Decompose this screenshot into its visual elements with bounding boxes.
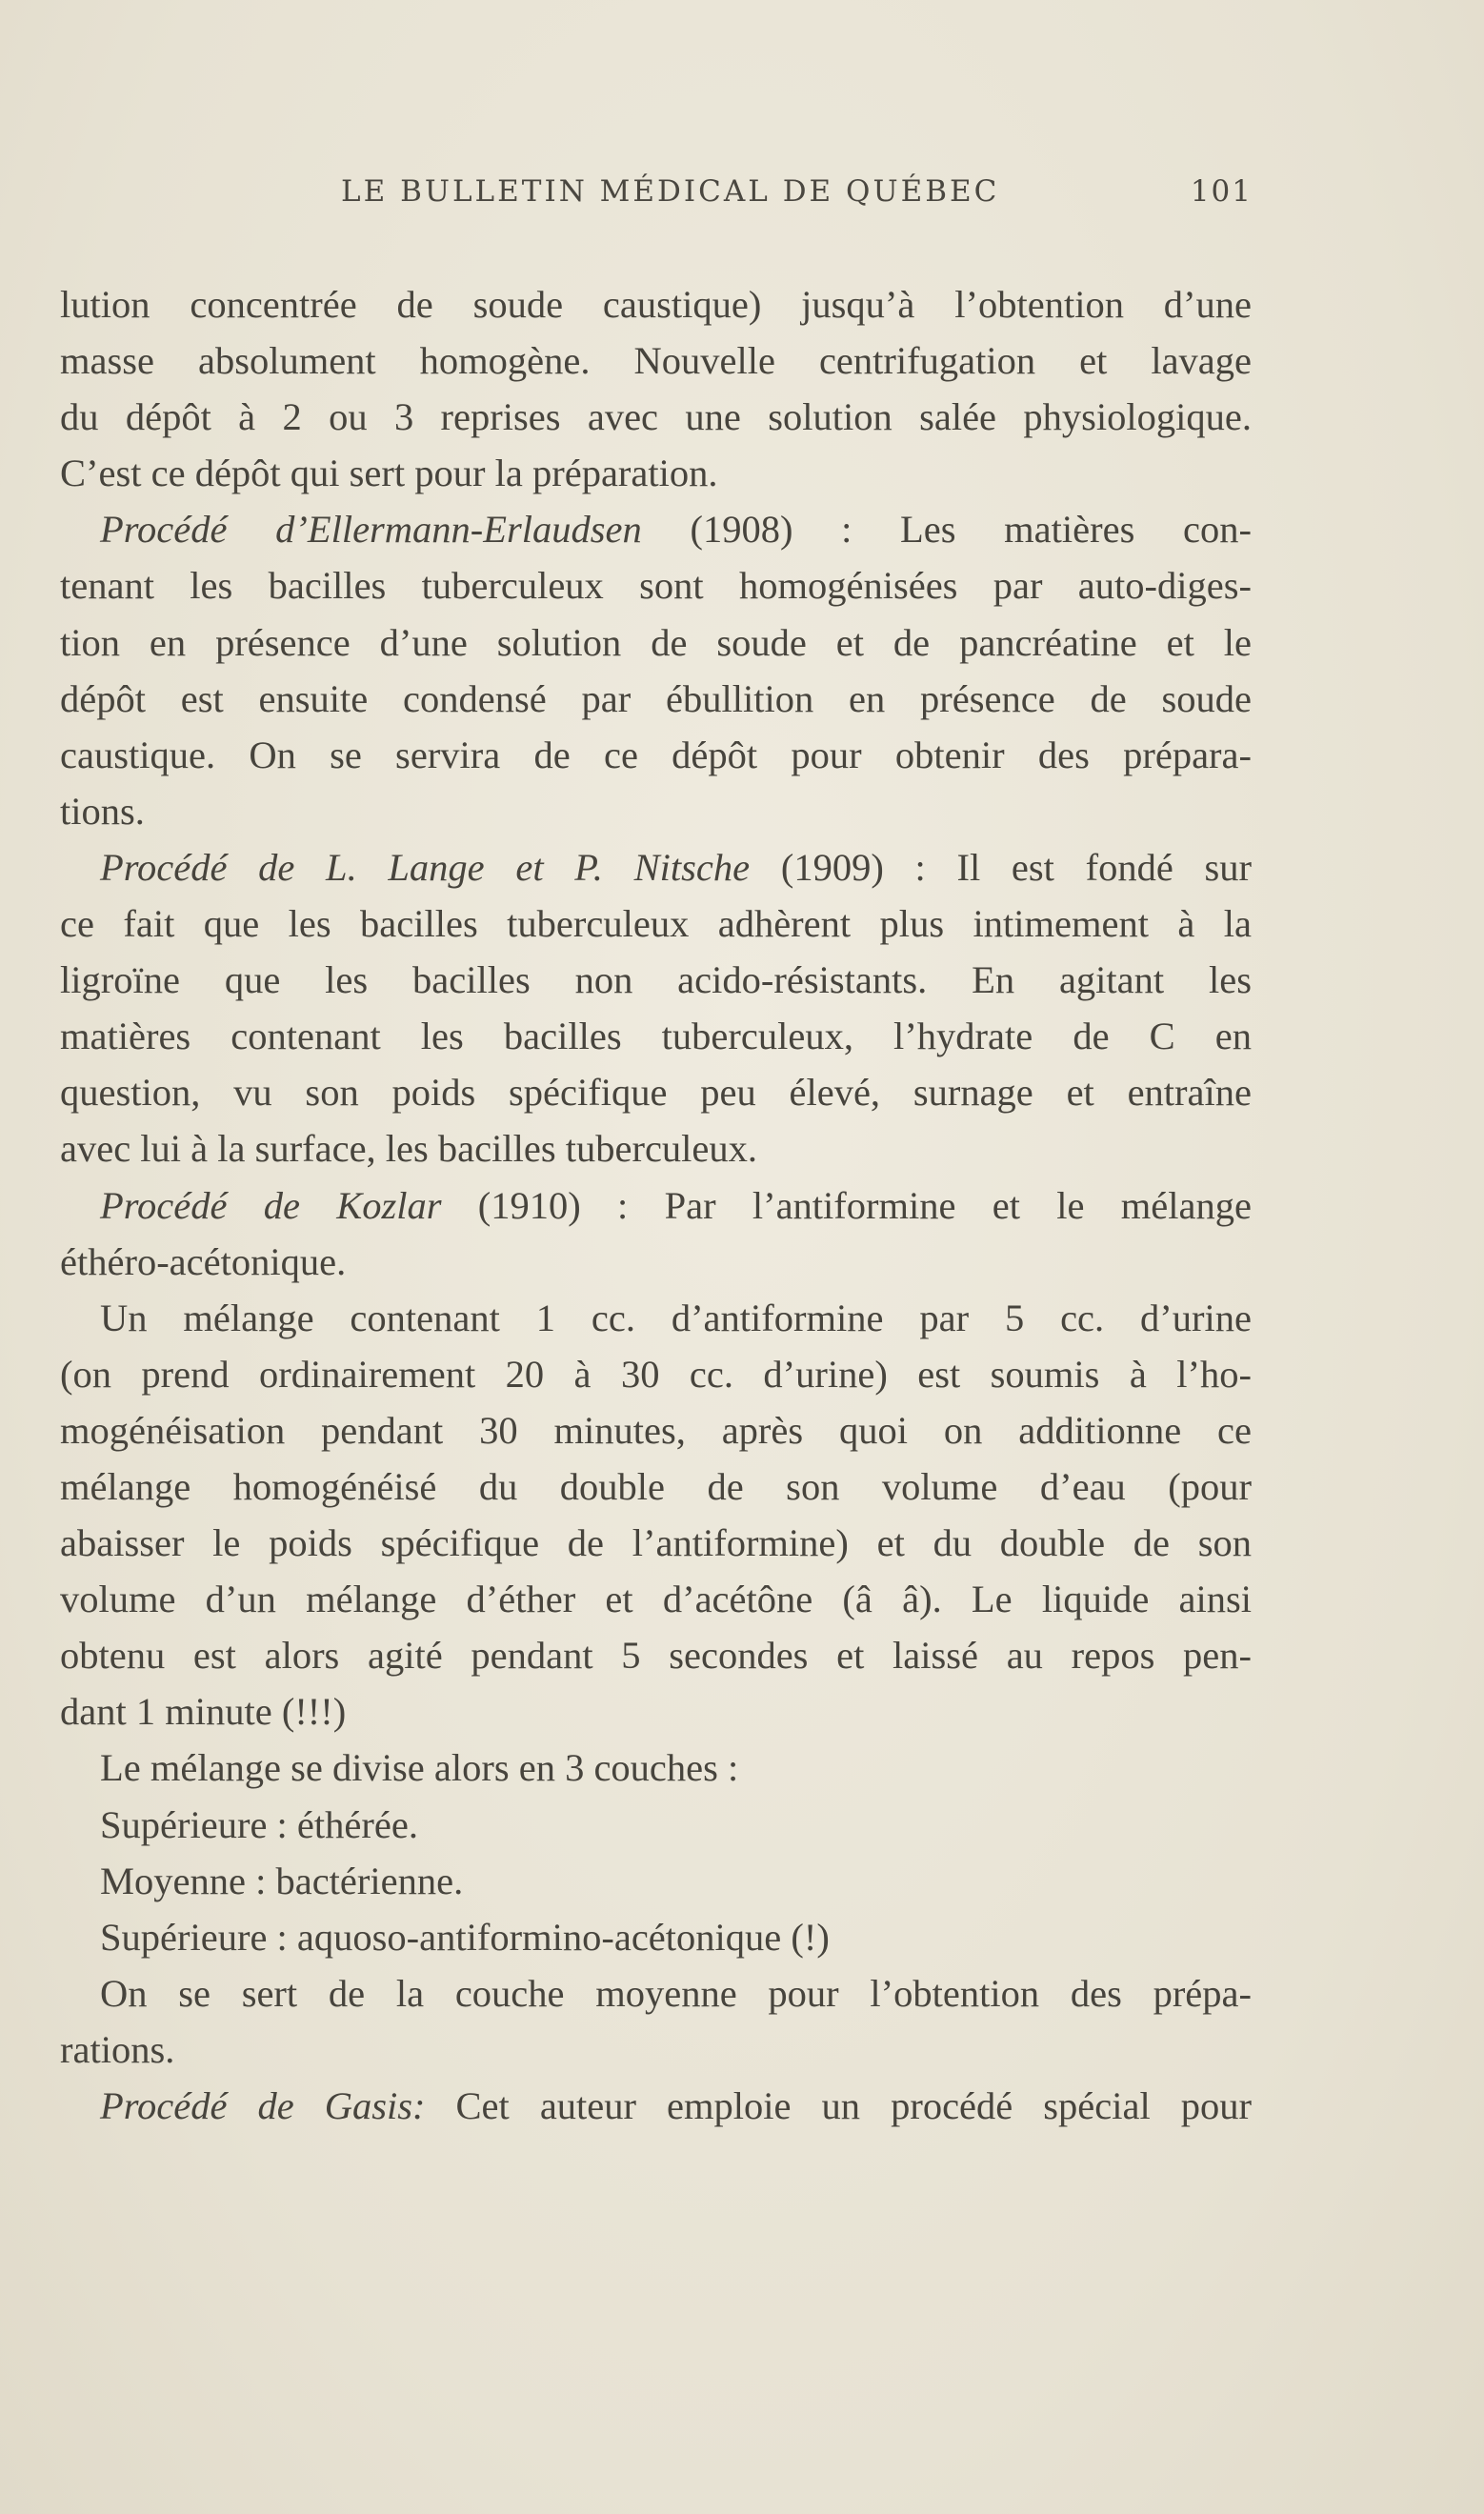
line-text: avec lui à la surface, les bacilles tuberculeux. [60, 1127, 758, 1171]
text-line [60, 1177, 1252, 1234]
text-line [60, 1120, 1252, 1177]
line-text: On se sert de la couche moyenne pour l’obtention des prépa- [100, 1971, 1252, 2015]
line-text: volume d’un mélange d’éther et d’acétône (â â). Le liquide ainsi [60, 1578, 1252, 1621]
line-text: rations. [60, 2027, 175, 2071]
text-line [60, 895, 1252, 952]
line-text: mélange homogénéisé du double de son volume d’eau (pour [60, 1464, 1252, 1508]
line-text: Moyenne : bactérienne. [100, 1859, 464, 1902]
text-line [60, 389, 1252, 445]
text-line [60, 1234, 1252, 1290]
procedure-name: Procédé de Kozlar [100, 1183, 442, 1227]
line-text: Supérieure : éthérée. [100, 1802, 418, 1846]
page-header [0, 174, 1484, 222]
procedure-name: Procédé d’Ellermann-Erlaudsen [100, 508, 642, 552]
page-number: 101 [1190, 174, 1253, 209]
text-line [60, 1909, 1252, 1965]
text-line [60, 1571, 1252, 1627]
line-text: masse absolument homogène. Nouvelle centrifugation et lavage [60, 339, 1252, 383]
text-line [60, 332, 1252, 389]
line-text: C’est ce dépôt qui sert pour la préparation. [60, 452, 718, 495]
procedure-name: Procédé de Gasis: [100, 2084, 426, 2127]
text-line [60, 1740, 1252, 1796]
line-text: dépôt est ensuite condensé par ébullition en présence de soude [60, 676, 1252, 720]
text-line [60, 1965, 1252, 2021]
line-text: matières contenant les bacilles tuberculeux, l’hydrate de C en [60, 1015, 1252, 1058]
text-line [60, 1797, 1252, 1853]
line-text: tenant les bacilles tuberculeux sont homogénisées par auto-diges- [60, 564, 1252, 608]
text-line [60, 1402, 1252, 1458]
text-line [60, 501, 1252, 557]
line-text: caustique. On se servira de ce dépôt pour obtenir des prépara- [60, 733, 1252, 776]
line-text: obtenu est alors agité pendant 5 secondes et laissé au repos pen- [60, 1634, 1252, 1678]
text-line [60, 783, 1252, 839]
text-line [60, 727, 1252, 783]
line-text: dant 1 minute (!!!) [60, 1690, 347, 1734]
line-text: tions. [60, 789, 145, 833]
line-text: mogénéisation pendant 30 minutes, après quoi on additionne ce [60, 1408, 1252, 1452]
line-text: (1908) : Les matières con- [641, 508, 1252, 552]
line-text: (1910) : Par l’antiformine et le mélange [441, 1183, 1252, 1227]
line-text: ligroïne que les bacilles non acido-résistants. En agitant les [60, 958, 1252, 1002]
line-text: (on prend ordinairement 20 à 30 cc. d’urine) est soumis à l’ho- [60, 1352, 1252, 1396]
text-line [60, 1008, 1252, 1064]
text-line [60, 671, 1252, 727]
line-text: abaisser le poids spécifique de l’antiformine) et du double de son [60, 1521, 1252, 1565]
text-line [60, 1290, 1252, 1346]
procedure-name: Procédé de L. Lange et P. Nitsche [100, 845, 751, 889]
line-text: tion en présence d’une solution de soude et de pancréatine et le [60, 620, 1252, 664]
text-line [60, 1458, 1252, 1515]
body-text [60, 276, 1252, 2134]
line-text: Un mélange contenant 1 cc. d’antiformine par 5 cc. d’urine [100, 1296, 1252, 1339]
text-line [60, 1346, 1252, 1402]
line-text: du dépôt à 2 ou 3 reprises avec une solution salée physiologique. [60, 395, 1252, 439]
line-text: ce fait que les bacilles tuberculeux adhèrent plus intimement à la [60, 902, 1252, 946]
text-line [60, 614, 1252, 671]
text-line [60, 1627, 1252, 1683]
running-title: LE BULLETIN MÉDICAL DE QUÉBEC [341, 174, 1000, 209]
text-line [60, 1515, 1252, 1571]
line-text: (1909) : Il est fondé sur [750, 845, 1253, 889]
text-line [60, 839, 1252, 895]
text-line [60, 445, 1252, 501]
text-line [60, 1064, 1252, 1120]
text-line [60, 1683, 1252, 1740]
line-text: Le mélange se divise alors en 3 couches : [100, 1746, 739, 1790]
line-text: lution concentrée de soude caustique) jusqu’à l’obtention d’une [60, 283, 1252, 326]
text-line [60, 276, 1252, 332]
line-text: question, vu son poids spécifique peu élevé, surnage et entraîne [60, 1071, 1252, 1115]
line-text: éthéro-acétonique. [60, 1239, 347, 1283]
line-text: Supérieure : aquoso-antiformino-acétonique (!) [100, 1915, 830, 1959]
text-line [60, 1853, 1252, 1909]
line-text: Cet auteur emploie un procédé spécial pour [425, 2084, 1253, 2127]
text-line [60, 2078, 1252, 2134]
text-line [60, 952, 1252, 1008]
text-line [60, 557, 1252, 613]
text-line [60, 2021, 1252, 2078]
